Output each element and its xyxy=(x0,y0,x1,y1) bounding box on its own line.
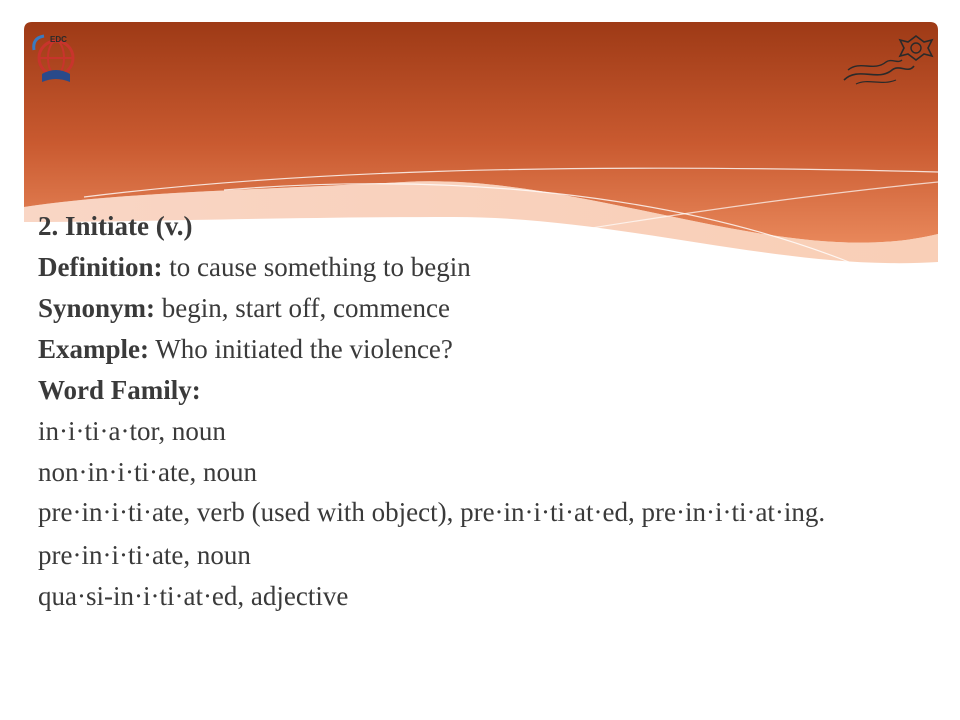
word-family-item: pre·in·i·ti·ate, noun xyxy=(38,540,251,570)
emblem-icon xyxy=(838,30,934,90)
vocab-heading: 2. Initiate (v.) xyxy=(38,211,193,241)
word-family-item: qua·si-in·i·ti·at·ed, adjective xyxy=(38,581,349,611)
definition-line xyxy=(38,247,918,288)
word-family-item: pre·in·i·ti·ate, verb (used with object), pre·in·i·ti·at·ed, pre·in·i·ti·at·ing. xyxy=(38,497,826,527)
edc-logo xyxy=(30,30,82,92)
synonym-label: Synonym: xyxy=(38,293,156,323)
university-logo xyxy=(838,30,934,90)
slide-content xyxy=(38,206,918,617)
example-text: Who initiated the violence? xyxy=(149,334,453,364)
word-family-item: in·i·ti·a·tor, noun xyxy=(38,416,226,446)
definition-text: to cause something to begin xyxy=(162,252,471,282)
word-family-item: non·in·i·ti·ate, noun xyxy=(38,457,257,487)
synonym-line xyxy=(38,288,918,329)
example-line xyxy=(38,329,918,370)
example-label: Example: xyxy=(38,334,149,364)
synonym-text: begin, start off, commence xyxy=(155,293,450,323)
globe-book-icon xyxy=(30,30,82,92)
svg-text:EDC: EDC xyxy=(50,35,67,44)
definition-label: Definition: xyxy=(38,252,163,282)
word-family-label: Word Family: xyxy=(38,375,201,405)
